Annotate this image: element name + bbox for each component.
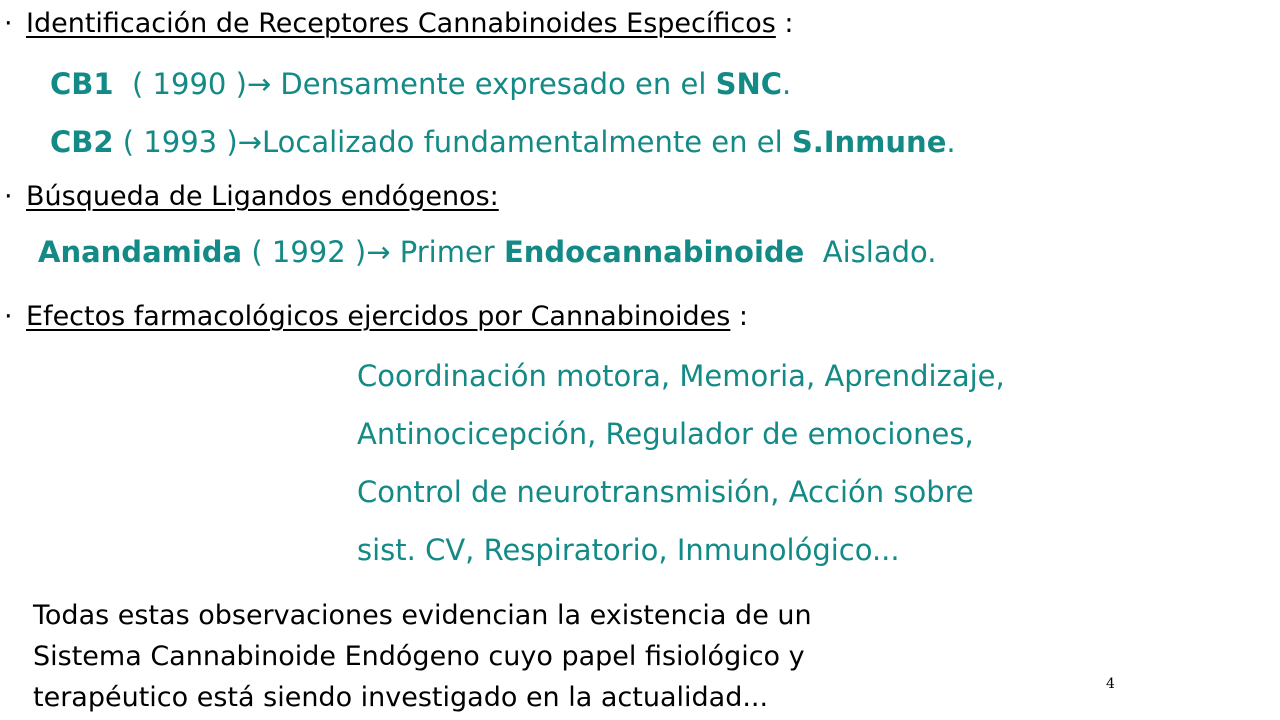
- conclusion-line: terapéutico está siendo investigado en la actualidad...: [33, 682, 769, 713]
- section1-heading: [4, 10, 794, 37]
- effect-line: Antinocicepción, Regulador de emociones,: [357, 417, 974, 451]
- arrow-icon: →: [366, 235, 391, 269]
- cb2-text: Localizado fundamentalmente en el: [261, 125, 792, 159]
- anandamida-text2: Aislado.: [804, 235, 937, 269]
- cb2-line: [50, 125, 956, 159]
- effect-line: Coordinación motora, Memoria, Aprendizaje,: [357, 359, 1005, 393]
- endocannabinoide-term: Endocannabinoide: [503, 235, 805, 269]
- section3-title: Efectos farmacológicos ejercidos por Cannabinoides: [26, 301, 731, 332]
- cb1-line: [50, 67, 792, 101]
- effect-line: sist. CV, Respiratorio, Inmunológico...: [357, 533, 900, 567]
- section2-heading: [4, 183, 499, 210]
- conclusion-line: Sistema Cannabinoide Endógeno cuyo papel fisiológico y: [33, 641, 805, 672]
- cb1-text: Densamente expresado en el: [271, 67, 716, 101]
- section2-title: Búsqueda de Ligandos endógenos:: [26, 181, 499, 212]
- anandamida-name: Anandamida: [38, 235, 243, 269]
- cb1-location: SNC: [715, 67, 783, 101]
- section1-title: Identificación de Receptores Cannabinoides Específicos: [26, 8, 776, 39]
- cb1-name: CB1: [50, 67, 114, 101]
- conclusion-line: Todas estas observaciones evidencian la existencia de un: [33, 600, 812, 631]
- arrow-icon: →: [246, 67, 272, 101]
- section3-heading: [4, 303, 748, 330]
- anandamida-line: [38, 235, 937, 269]
- bullet: ·: [4, 301, 13, 332]
- arrow-icon: →: [237, 125, 262, 159]
- section1-suffix: :: [775, 8, 794, 39]
- bullet: ·: [4, 181, 13, 212]
- cb2-period: .: [946, 125, 956, 159]
- cb1-year: ( 1990 ): [113, 67, 247, 101]
- cb1-period: .: [782, 67, 792, 101]
- cb2-name: CB2: [50, 125, 114, 159]
- section3-suffix: :: [730, 301, 749, 332]
- bullet: ·: [4, 8, 13, 39]
- effect-line: Control de neurotransmisión, Acción sobre: [357, 475, 974, 509]
- anandamida-year: ( 1992 ): [242, 235, 367, 269]
- cb2-year: ( 1993 ): [113, 125, 238, 159]
- anandamida-text1: Primer: [390, 235, 504, 269]
- page-number: 4: [1106, 676, 1115, 692]
- cb2-location: S.Inmune: [791, 125, 947, 159]
